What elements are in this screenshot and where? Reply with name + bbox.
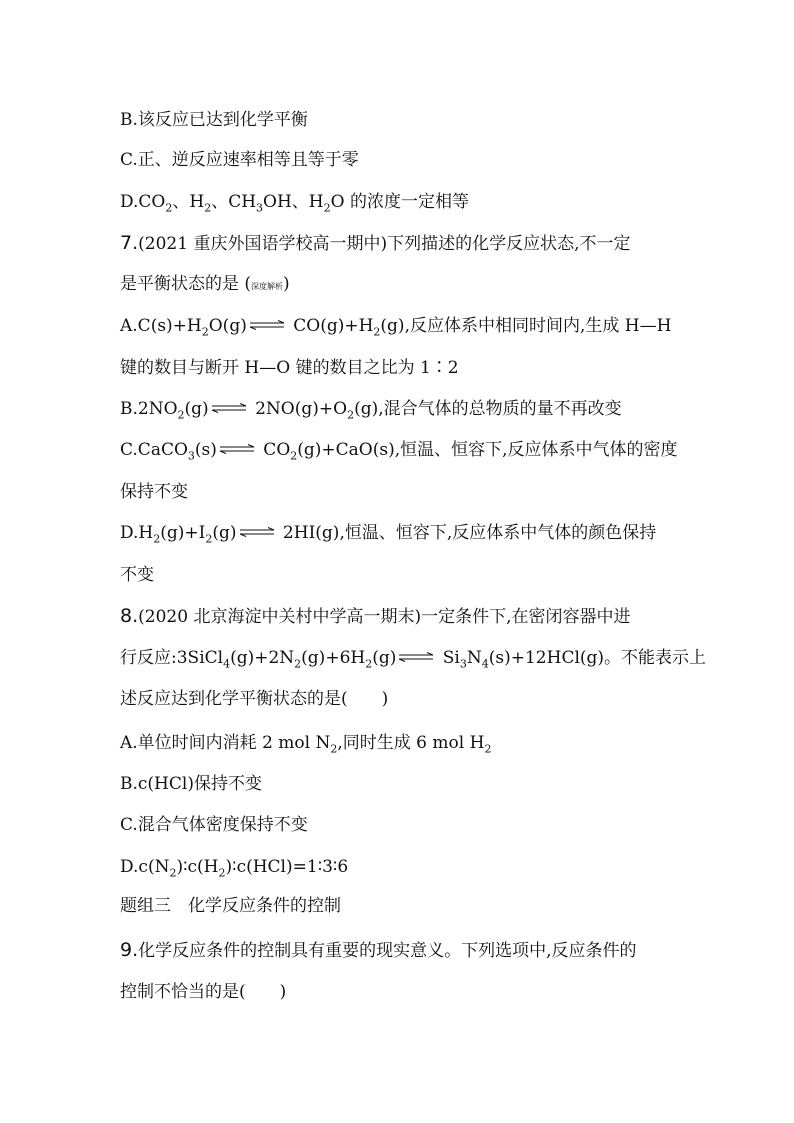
option-c-q8: C.混合气体密度保持不变 (120, 815, 308, 835)
option-d-q6: $D.CO_2$、$H_2$、$CH_3OH$、$H_2O$ 的浓度一定相等 (120, 192, 469, 215)
option-c-q6: C.正、逆反应速率相等且等于零 (120, 150, 359, 170)
question-8-stem-cont2: 述反应达到化学平衡状态的是( ) (120, 689, 389, 709)
question-number: 7. (120, 232, 139, 254)
option-a-q7: $A.C(s)+H_2O(g)$ $CO(g)+H_2(g)$,反应体系中相同时间内,生成 H—H (120, 316, 672, 339)
question-number: 8. (120, 605, 139, 627)
option-b-q8: B.c(HCl)保持不变 (120, 774, 262, 794)
depth-analysis-tag: 深度解析 (251, 282, 284, 291)
option-b-q7: $B.2NO_2(g)$ $2NO(g)+O_2(g)$,混合气体的总物质的量不再改变 (120, 399, 622, 422)
option-b-q6: B.该反应已达到化学平衡 (120, 110, 308, 130)
reversible-arrow-icon (218, 444, 256, 454)
reversible-arrow-icon (397, 652, 435, 662)
question-9-stem-cont: 控制不恰当的是( ) (120, 982, 287, 1002)
question-9-stem: 9.化学反应条件的控制具有重要的现实意义。下列选项中,反应条件的 (120, 939, 637, 961)
option-a-q8: A.单位时间内消耗 2 mol $N_2$,同时生成 6 mol $H_2$ (120, 733, 492, 756)
option-d-q7: $D.H_2(g)+I_2(g)$ 2HI(g),恒温、恒容下,反应体系中气体的颜色保持 (120, 523, 657, 546)
question-number: 9. (120, 939, 139, 961)
option-c-q7: C.CaCO$_3$(s) $CO_2(g)+CaO(s)$,恒温、恒容下,反应体系中气体的密度 (120, 440, 678, 463)
option-c-q7-cont: 保持不变 (120, 482, 188, 502)
question-8-stem: 8.(2020 北京海淀中关村中学高一期末)一定条件下,在密闭容器中进 (120, 605, 631, 627)
option-a-q7-cont: 键的数目与断开 H—O 键的数目之比为 1∶2 (120, 358, 459, 378)
reversible-arrow-icon (238, 527, 276, 537)
question-8-stem-cont: 行反应$:3SiCl_4(g)+2N_2(g)+6H_2(g)$ $Si_3N_4(s)+12HCl(g)$。不能表示上 (120, 648, 707, 671)
question-7-stem-cont: 是平衡状态的是 (深度解析) (120, 274, 290, 294)
option-d-q7-cont: 不变 (120, 565, 154, 585)
question-7-stem: 7.(2021 重庆外国语学校高一期中)下列描述的化学反应状态,不一定 (120, 232, 631, 254)
option-d-q8: $D.c(N_2)∶c(H_2)∶c(HCl)=1∶3∶6$ (120, 857, 349, 880)
reversible-arrow-icon (210, 403, 248, 413)
section-heading: 题组三 化学反应条件的控制 (120, 896, 341, 916)
reversible-arrow-icon (248, 320, 286, 330)
